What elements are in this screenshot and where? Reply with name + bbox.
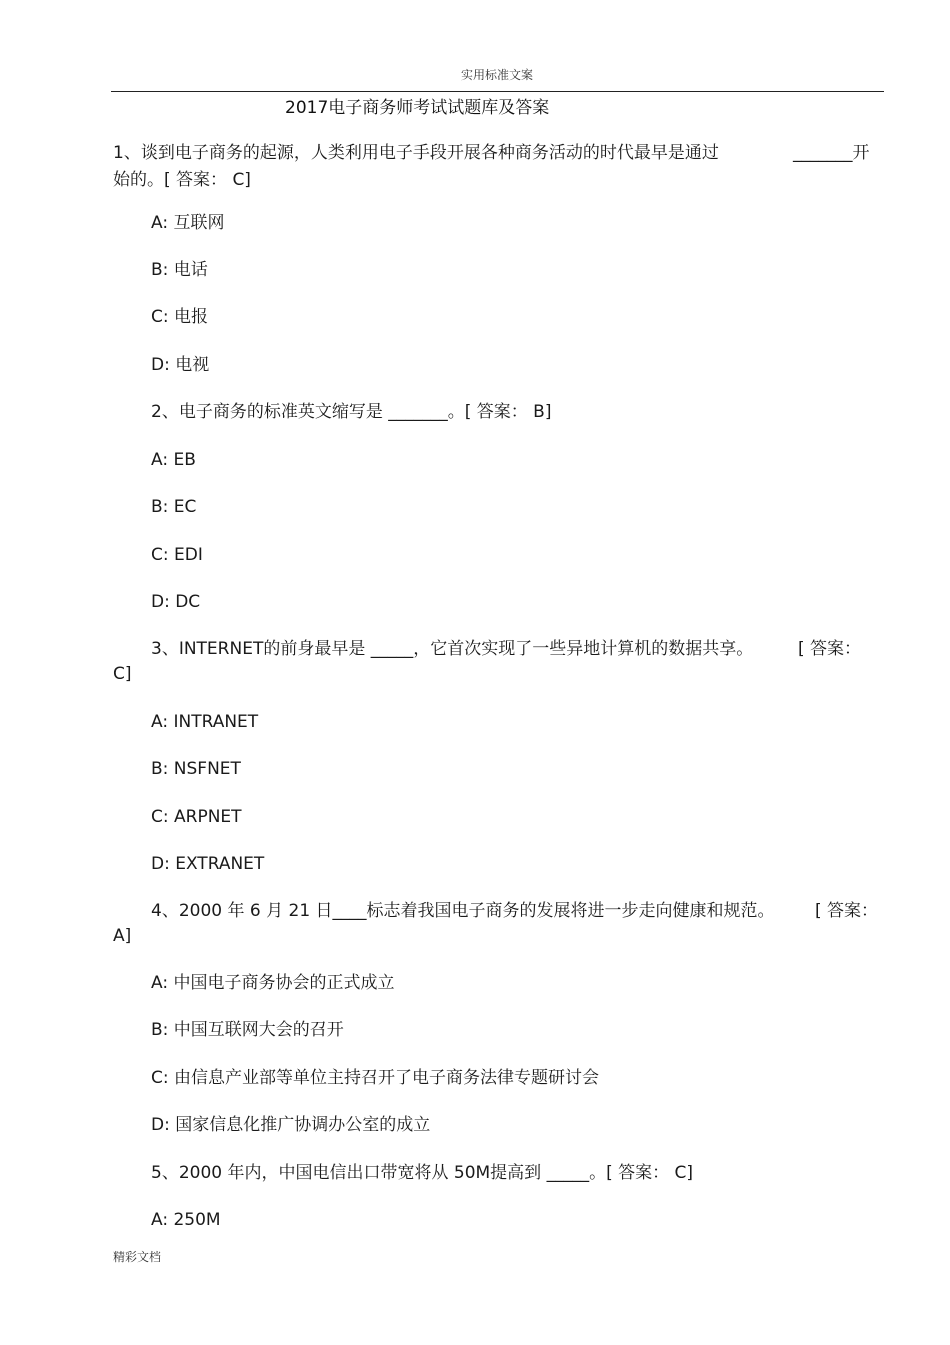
question-3-option-a: A: INTRANET [151,712,259,732]
question-2-option-b: B: EC [151,497,197,517]
question-2-option-c: C: EDI [151,545,203,565]
question-3-stem-line1: 3、INTERNET的前身最早是 _____，它首次实现了一些异地计算机的数据共享。 [151,639,754,659]
question-1-stem-line2: 始的。[ 答案： C] [113,170,251,190]
question-4-stem-line1: 4、2000 年 6 月 21 日____标志着我国电子商务的发展将进一步走向健康和规范。 [151,901,775,921]
question-4 [113,899,883,949]
page-footer: 精彩文档 [113,1250,162,1264]
question-1 [113,140,883,194]
question-1-blank: _______开 [793,143,870,163]
question-4-option-c: C: 由信息产业部等单位主持召开了电子商务法律专题研讨会 [151,1068,600,1088]
question-1-option-a: A: 互联网 [151,213,225,233]
question-3-option-b: B: NSFNET [151,759,241,779]
question-5-stem: 5、2000 年内，中国电信出口带宽将从 50M提高到 _____。[ 答案： C] [151,1163,694,1183]
question-5-option-a: A: 250M [151,1210,221,1230]
question-3-stem-line2: C] [113,664,132,684]
question-4-option-d: D: 国家信息化推广协调办公室的成立 [151,1115,431,1135]
question-1-option-d: D: 电视 [151,355,210,375]
question-3-option-d: D: EXTRANET [151,854,265,874]
question-3-answer-label: [ 答案： [797,639,861,659]
question-1-stem-line1: 1、谈到电子商务的起源，人类利用电子手段开展各种商务活动的时代最早是通过 [113,143,719,163]
question-1-option-c: C: 电报 [151,307,209,327]
question-2-stem: 2、电子商务的标准英文缩写是 _______。[ 答案： B] [151,402,552,422]
question-3-option-c: C: ARPNET [151,807,242,827]
header-divider [111,91,884,92]
question-1-option-b: B: 电话 [151,260,208,280]
question-2-option-a: A: EB [151,450,196,470]
question-4-stem-line2: A] [113,926,132,946]
question-4-answer-label: [ 答案： [814,901,878,921]
question-3 [113,637,883,687]
document-title: 2017电子商务师考试试题库及答案 [285,98,550,118]
page-header: 实用标准文案 [460,68,533,82]
question-4-option-b: B: 中国互联网大会的召开 [151,1020,344,1040]
question-4-option-a: A: 中国电子商务协会的正式成立 [151,973,395,993]
question-2-option-d: D: DC [151,592,201,612]
